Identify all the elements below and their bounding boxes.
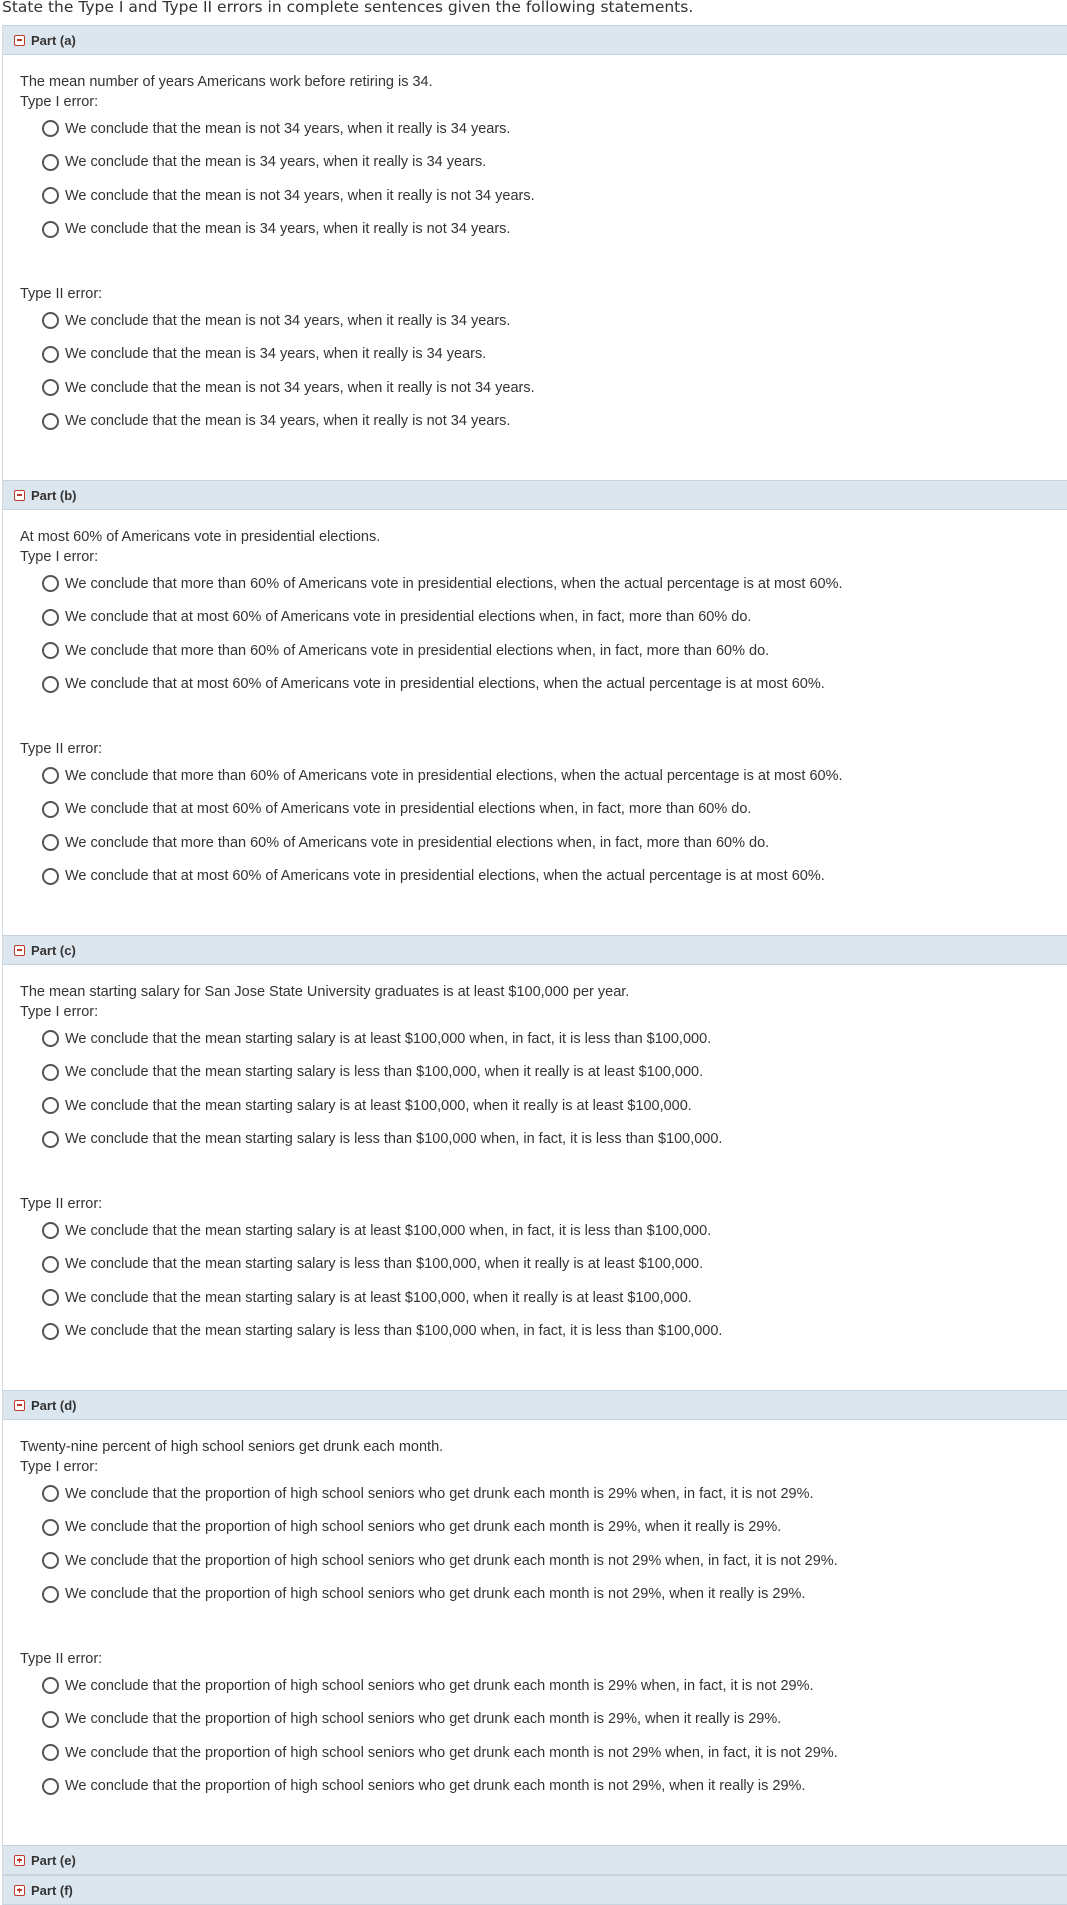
- error-type-label: Type II error:: [20, 741, 103, 757]
- part-header[interactable]: [3, 25, 1067, 55]
- radio-button-icon[interactable]: [42, 868, 59, 885]
- answer-option[interactable]: [20, 1248, 1067, 1282]
- radio-group: [20, 1022, 1067, 1156]
- radio-button-icon[interactable]: [42, 1256, 59, 1273]
- part-title: Part (d): [31, 1397, 77, 1413]
- error-question: [20, 92, 1067, 246]
- question-part-1: [2, 25, 1067, 480]
- answer-option-text: We conclude that the proportion of high school seniors who get drunk each month is not 29%, when it really is 29%.: [65, 1586, 806, 1603]
- answer-option[interactable]: [20, 759, 1067, 793]
- radio-button-icon[interactable]: [42, 1323, 59, 1340]
- radio-button-icon[interactable]: [42, 1552, 59, 1569]
- error-type-label: Type I error:: [20, 549, 99, 565]
- radio-button-icon[interactable]: [42, 834, 59, 851]
- error-question: [20, 1457, 1067, 1611]
- part-header[interactable]: [3, 935, 1067, 965]
- radio-group: [20, 1477, 1067, 1611]
- answer-option-text: We conclude that the proportion of high school seniors who get drunk each month is 29%, when it really is 29%.: [65, 1711, 782, 1728]
- answer-option[interactable]: [20, 1022, 1067, 1056]
- answer-option-text: We conclude that more than 60% of Americans vote in presidential elections when, in fact, more than 60% do.: [65, 834, 770, 851]
- part-title: Part (a): [31, 32, 76, 48]
- answer-option[interactable]: [20, 112, 1067, 146]
- radio-button-icon[interactable]: [42, 1677, 59, 1694]
- error-question: [20, 739, 1067, 893]
- answer-option-text: We conclude that the proportion of high school seniors who get drunk each month is not 29%, when it really is 29%.: [65, 1778, 806, 1795]
- answer-option-text: We conclude that more than 60% of Americans vote in presidential elections, when the actual percentage is at most 60%.: [65, 767, 843, 784]
- radio-button-icon[interactable]: [42, 1778, 59, 1795]
- collapse-minus-icon[interactable]: [14, 1400, 25, 1411]
- parts-container: [0, 25, 1067, 1905]
- answer-option-text: We conclude that at most 60% of Americans vote in presidential elections, when the actual percentage is at most 60%.: [65, 676, 825, 693]
- answer-option-text: We conclude that the mean starting salary is at least $100,000 when, in fact, it is less than $100,000.: [65, 1222, 712, 1239]
- answer-option[interactable]: [20, 146, 1067, 180]
- answer-option-text: We conclude that the mean starting salary is less than $100,000 when, in fact, it is less than $100,000.: [65, 1323, 723, 1340]
- part-statement: The mean starting salary for San Jose State University graduates is at least $100,000 per year.: [20, 984, 630, 1000]
- part-title: Part (f): [31, 1882, 73, 1898]
- radio-group: [20, 1214, 1067, 1348]
- answer-option-text: We conclude that the mean is 34 years, when it really is not 34 years.: [65, 221, 511, 238]
- radio-button-icon[interactable]: [42, 346, 59, 363]
- error-question: [20, 1002, 1067, 1156]
- error-question: [20, 1194, 1067, 1348]
- answer-option[interactable]: [20, 793, 1067, 827]
- radio-button-icon[interactable]: [42, 379, 59, 396]
- radio-group: [20, 567, 1067, 701]
- answer-option[interactable]: [20, 1770, 1067, 1804]
- collapse-minus-icon[interactable]: [14, 490, 25, 501]
- answer-option-text: We conclude that at most 60% of Americans vote in presidential elections when, in fact, more than 60% do.: [65, 609, 752, 626]
- part-statement: At most 60% of Americans vote in presidential elections.: [20, 529, 381, 545]
- question-part-2: [2, 480, 1067, 935]
- answer-option[interactable]: [20, 634, 1067, 668]
- radio-button-icon[interactable]: [42, 575, 59, 592]
- answer-option[interactable]: [20, 1056, 1067, 1090]
- answer-option-text: We conclude that the mean starting salary is at least $100,000, when it really is at least $100,000.: [65, 1289, 692, 1306]
- radio-button-icon[interactable]: [42, 1097, 59, 1114]
- answer-option-text: We conclude that more than 60% of Americans vote in presidential elections, when the actual percentage is at most 60%.: [65, 575, 843, 592]
- collapsed-part: [2, 1845, 1067, 1875]
- answer-option-text: We conclude that the mean is 34 years, when it really is not 34 years.: [65, 413, 511, 430]
- radio-group: [20, 304, 1067, 438]
- expand-plus-icon[interactable]: [14, 1885, 25, 1896]
- answer-option-text: We conclude that the mean starting salary is at least $100,000, when it really is at least $100,000.: [65, 1097, 692, 1114]
- radio-button-icon[interactable]: [42, 1064, 59, 1081]
- collapse-minus-icon[interactable]: [14, 945, 25, 956]
- answer-option[interactable]: [20, 1511, 1067, 1545]
- answer-option[interactable]: [20, 1123, 1067, 1157]
- radio-button-icon[interactable]: [42, 1586, 59, 1603]
- radio-button-icon[interactable]: [42, 1744, 59, 1761]
- radio-group: [20, 759, 1067, 893]
- answer-option-text: We conclude that the mean starting salary is less than $100,000, when it really is at least $100,000.: [65, 1064, 704, 1081]
- answer-option[interactable]: [20, 371, 1067, 405]
- radio-button-icon[interactable]: [42, 1289, 59, 1306]
- part-statement: Twenty-nine percent of high school seniors get drunk each month.: [20, 1439, 444, 1455]
- answer-option-text: We conclude that the proportion of high school seniors who get drunk each month is not 29% when, in fact, it is not 29%.: [65, 1744, 838, 1761]
- answer-option[interactable]: [20, 1544, 1067, 1578]
- error-type-label: Type II error:: [20, 286, 103, 302]
- part-header[interactable]: [3, 480, 1067, 510]
- radio-button-icon[interactable]: [42, 312, 59, 329]
- error-type-label: Type I error:: [20, 1459, 99, 1475]
- answer-option[interactable]: [20, 601, 1067, 635]
- part-header[interactable]: [2, 1875, 1067, 1905]
- answer-option[interactable]: [20, 338, 1067, 372]
- question-list: [20, 547, 1067, 893]
- answer-option[interactable]: [20, 304, 1067, 338]
- radio-button-icon[interactable]: [42, 642, 59, 659]
- answer-option-text: We conclude that the proportion of high school seniors who get drunk each month is 29% when, in fact, it is not 29%.: [65, 1485, 814, 1502]
- collapse-minus-icon[interactable]: [14, 35, 25, 46]
- answer-option[interactable]: [20, 1477, 1067, 1511]
- error-type-label: Type I error:: [20, 1004, 99, 1020]
- radio-button-icon[interactable]: [42, 767, 59, 784]
- expand-plus-icon[interactable]: [14, 1855, 25, 1866]
- radio-button-icon[interactable]: [42, 801, 59, 818]
- answer-option-text: We conclude that more than 60% of Americans vote in presidential elections when, in fact, more than 60% do.: [65, 642, 770, 659]
- question-part-4: [2, 1390, 1067, 1845]
- part-body: [3, 510, 1067, 935]
- answer-option-text: We conclude that the proportion of high school seniors who get drunk each month is not 29% when, in fact, it is not 29%.: [65, 1552, 838, 1569]
- answer-option-text: We conclude that the mean is not 34 years, when it really is not 34 years.: [65, 379, 535, 396]
- radio-button-icon[interactable]: [42, 1131, 59, 1148]
- radio-group: [20, 112, 1067, 246]
- answer-option[interactable]: [20, 668, 1067, 702]
- answer-option[interactable]: [20, 1578, 1067, 1612]
- instruction-text: State the Type I and Type II errors in complete sentences given the following statements.: [2, 0, 694, 16]
- radio-button-icon[interactable]: [42, 609, 59, 626]
- radio-button-icon[interactable]: [42, 154, 59, 171]
- error-type-label: Type II error:: [20, 1196, 103, 1212]
- answer-option-text: We conclude that at most 60% of Americans vote in presidential elections when, in fact, more than 60% do.: [65, 801, 752, 818]
- answer-option[interactable]: [20, 1315, 1067, 1349]
- answer-option-text: We conclude that the proportion of high school seniors who get drunk each month is 29% when, in fact, it is not 29%.: [65, 1677, 814, 1694]
- part-body: [3, 1420, 1067, 1845]
- answer-option[interactable]: [20, 567, 1067, 601]
- radio-button-icon[interactable]: [42, 413, 59, 430]
- question-part-3: [2, 935, 1067, 1390]
- answer-option-text: We conclude that the mean starting salary is at least $100,000 when, in fact, it is less than $100,000.: [65, 1030, 712, 1047]
- question-list: [20, 1002, 1067, 1348]
- answer-option-text: We conclude that the mean is 34 years, when it really is 34 years.: [65, 346, 487, 363]
- part-title: Part (c): [31, 942, 76, 958]
- radio-button-icon[interactable]: [42, 1030, 59, 1047]
- part-header[interactable]: [3, 1390, 1067, 1420]
- answer-option-text: We conclude that the mean is 34 years, when it really is 34 years.: [65, 154, 487, 171]
- question-list: [20, 92, 1067, 438]
- radio-button-icon[interactable]: [42, 1485, 59, 1502]
- question-list: [20, 1457, 1067, 1803]
- radio-button-icon[interactable]: [42, 1519, 59, 1536]
- error-question: [20, 284, 1067, 438]
- answer-option[interactable]: [20, 1669, 1067, 1703]
- answer-option[interactable]: [20, 860, 1067, 894]
- part-body: [3, 965, 1067, 1390]
- error-type-label: Type I error:: [20, 94, 99, 110]
- answer-option-text: We conclude that the mean starting salary is less than $100,000 when, in fact, it is less than $100,000.: [65, 1131, 723, 1148]
- error-question: [20, 547, 1067, 701]
- part-statement: The mean number of years Americans work before retiring is 34.: [20, 74, 433, 90]
- answer-option-text: We conclude that the mean starting salary is less than $100,000, when it really is at least $100,000.: [65, 1256, 704, 1273]
- answer-option-text: We conclude that the mean is not 34 years, when it really is 34 years.: [65, 312, 511, 329]
- answer-option[interactable]: [20, 826, 1067, 860]
- answer-option[interactable]: [20, 1089, 1067, 1123]
- error-type-label: Type II error:: [20, 1651, 103, 1667]
- radio-group: [20, 1669, 1067, 1803]
- answer-option-text: We conclude that the mean is not 34 years, when it really is 34 years.: [65, 120, 511, 137]
- collapsed-part: [2, 1875, 1067, 1905]
- answer-option[interactable]: [20, 1214, 1067, 1248]
- answer-option-text: We conclude that the proportion of high school seniors who get drunk each month is 29%, when it really is 29%.: [65, 1519, 782, 1536]
- part-title: Part (e): [31, 1852, 76, 1868]
- answer-option[interactable]: [20, 1281, 1067, 1315]
- radio-button-icon[interactable]: [42, 187, 59, 204]
- part-header[interactable]: [2, 1845, 1067, 1875]
- answer-option[interactable]: [20, 1703, 1067, 1737]
- answer-option[interactable]: [20, 405, 1067, 439]
- answer-option[interactable]: [20, 179, 1067, 213]
- answer-option-text: We conclude that at most 60% of Americans vote in presidential elections, when the actual percentage is at most 60%.: [65, 868, 825, 885]
- part-title: Part (b): [31, 487, 77, 503]
- radio-button-icon[interactable]: [42, 676, 59, 693]
- part-body: [3, 55, 1067, 480]
- radio-button-icon[interactable]: [42, 1711, 59, 1728]
- answer-option-text: We conclude that the mean is not 34 years, when it really is not 34 years.: [65, 187, 535, 204]
- answer-option[interactable]: [20, 1736, 1067, 1770]
- answer-option[interactable]: [20, 213, 1067, 247]
- radio-button-icon[interactable]: [42, 1222, 59, 1239]
- radio-button-icon[interactable]: [42, 120, 59, 137]
- radio-button-icon[interactable]: [42, 221, 59, 238]
- error-question: [20, 1649, 1067, 1803]
